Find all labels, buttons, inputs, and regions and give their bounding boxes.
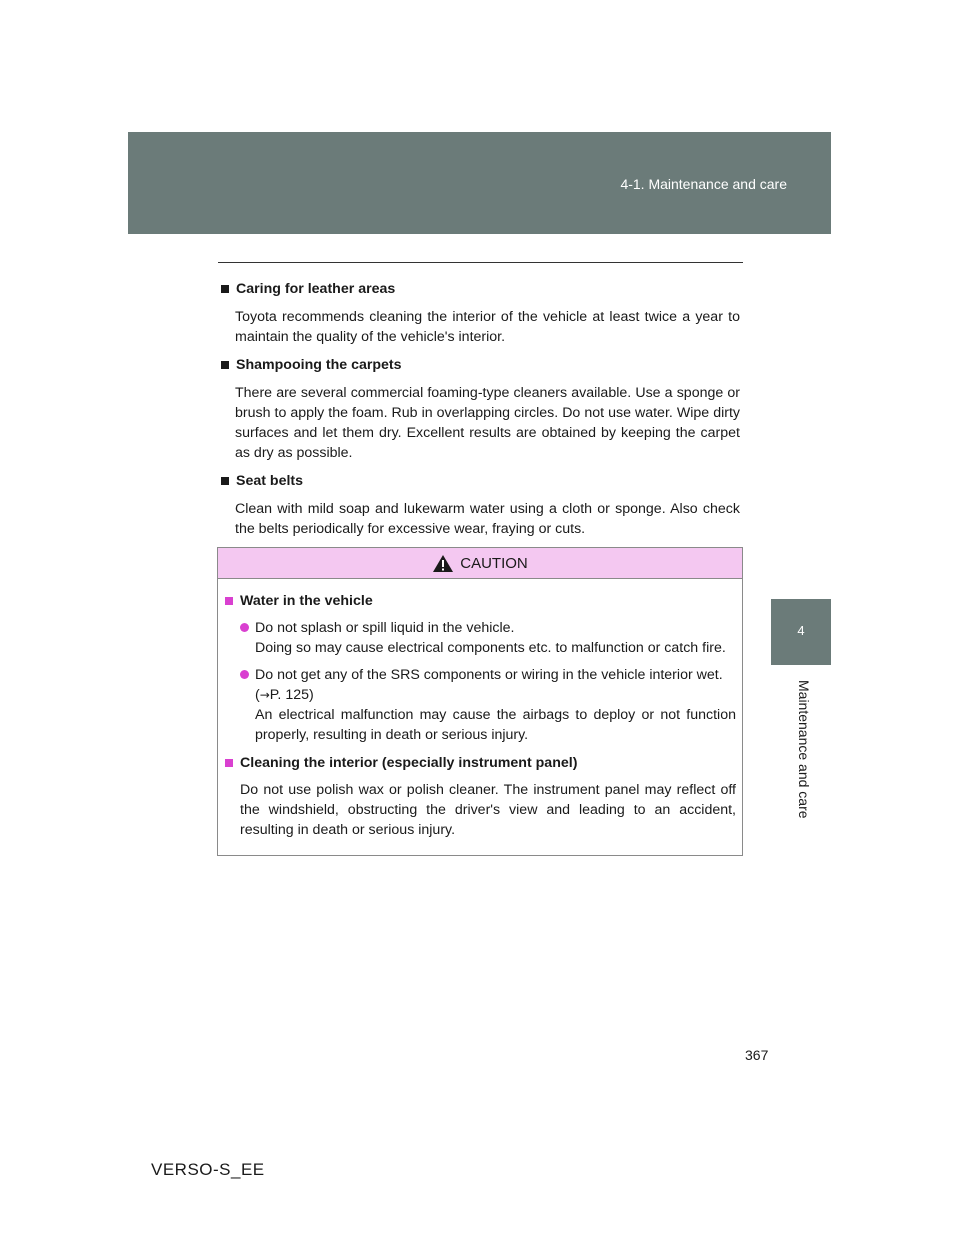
- section-paragraph: There are several commercial foaming-type cleaners available. Use a sponge or brush to apply the foam. Rub in overlapping circles. Do not use water. Wipe dirty surfaces and let them dry. Excellent results are obtained by keeping the carpet as dry as possible.: [235, 385, 740, 461]
- section-heading-text: Caring for leather areas: [236, 281, 396, 297]
- model-code: VERSO-S_EE: [151, 1160, 265, 1179]
- right-arrow-icon: →: [259, 688, 270, 702]
- top-divider: [218, 262, 743, 263]
- caution-item-text: [255, 665, 736, 745]
- section-heading-text: Seat belts: [236, 473, 304, 489]
- caution-item-text: [255, 618, 736, 658]
- page-number: 367: [745, 1047, 769, 1063]
- section-heading: [220, 471, 740, 491]
- round-bullet-icon: [240, 670, 249, 679]
- chapter-tab: [771, 599, 831, 665]
- square-bullet-icon: [225, 597, 233, 605]
- square-bullet-icon: [221, 361, 229, 369]
- square-bullet-icon: [225, 759, 233, 767]
- section-heading-text: Shampooing the carpets: [236, 357, 402, 373]
- ref-open: (: [255, 687, 260, 703]
- caution-body: [218, 579, 742, 840]
- caution-item-line: Do not get any of the SRS components or wiring in the vehicle interior wet.: [255, 667, 723, 683]
- caution-title: CAUTION: [460, 554, 528, 572]
- caution-item: [240, 618, 736, 658]
- caution-item-line: Doing so may cause electrical components etc. to malfunction or catch fire.: [255, 640, 726, 656]
- section-paragraph: Clean with mild soap and lukewarm water using a cloth or sponge. Also check the belts periodically for excessive wear, fraying or cuts.: [235, 501, 740, 537]
- page-reference: [255, 685, 736, 705]
- caution-heading-text: Cleaning the interior (especially instrument panel): [240, 755, 578, 771]
- caution-item-line: Do not splash or spill liquid in the vehicle.: [255, 620, 515, 636]
- main-content: [220, 279, 740, 539]
- chapter-number: 4: [797, 623, 805, 638]
- caution-item: [240, 665, 736, 745]
- warning-triangle-icon: [432, 554, 454, 573]
- caution-header: [218, 548, 742, 579]
- square-bullet-icon: [221, 285, 229, 293]
- caution-heading: [224, 591, 736, 611]
- section-heading: [220, 355, 740, 375]
- chapter-label: Maintenance and care: [796, 680, 812, 819]
- caution-heading: [224, 753, 736, 773]
- square-bullet-icon: [221, 477, 229, 485]
- caution-heading-text: Water in the vehicle: [240, 593, 373, 609]
- caution-item-line: An electrical malfunction may cause the airbags to deploy or not function properly, resulting in death or serious injury.: [255, 707, 736, 743]
- round-bullet-icon: [240, 623, 249, 632]
- section-paragraph: Toyota recommends cleaning the interior of the vehicle at least twice a year to maintain the quality of the vehicle's interior.: [235, 309, 740, 345]
- ref-page: P. 125): [269, 687, 314, 703]
- section-heading: [220, 279, 740, 299]
- caution-box: [217, 547, 743, 856]
- header-band: [128, 132, 831, 234]
- caution-paragraph: Do not use polish wax or polish cleaner. The instrument panel may reflect off the windshield, obstructing the driver's view and leading to an accident, resulting in death or serious injury.: [240, 782, 736, 838]
- section-title: 4-1. Maintenance and care: [620, 176, 787, 192]
